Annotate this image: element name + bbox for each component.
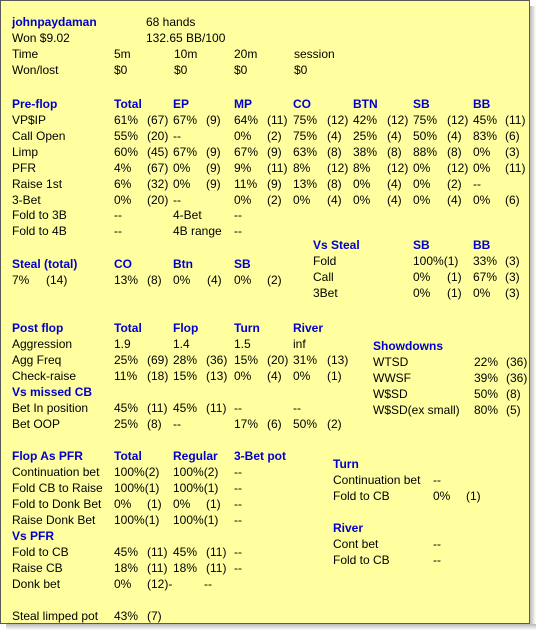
won-amount: Won $9.02 — [12, 31, 70, 45]
raise-1st-label: Raise 1st — [12, 177, 63, 191]
preflop-sb-header: SB — [413, 97, 430, 111]
call-open-co-count: (4) — [327, 129, 342, 143]
showdowns-title: Showdowns — [373, 339, 443, 353]
raise-1st-total-count: (32) — [147, 177, 169, 191]
wwsf-label: WWSF — [373, 371, 411, 385]
call-open-ep-value: -- — [173, 129, 181, 143]
fold-cb-to-raise-regular: 100%(1) — [173, 481, 219, 495]
bet-oop-label: Bet OOP — [12, 417, 61, 431]
vs-steal-sb-header: SB — [413, 238, 430, 252]
four-bet-value: -- — [234, 208, 242, 222]
3-bet-bb-value: 0% — [473, 193, 491, 207]
3-bet-bb-count: (6) — [505, 193, 520, 207]
time-col-20m: 20m — [234, 47, 258, 61]
fold-to-donk-bet-3bet-pot: -- — [234, 497, 242, 511]
vpip-label: VP$IP — [12, 113, 47, 127]
wtsd-count: (36) — [506, 355, 528, 369]
limp-total-count: (45) — [147, 145, 169, 159]
agg-freq-flop-n: (36) — [206, 353, 228, 367]
bet-in-position-flop-n: (11) — [206, 401, 227, 415]
agg-freq-label: Agg Freq — [12, 353, 62, 367]
call-open-btn-count: (4) — [387, 129, 402, 143]
agg-freq-total: 25% — [114, 353, 139, 367]
raise-1st-sb-count: (2) — [447, 177, 462, 191]
limp-mp-value: 67% — [234, 145, 259, 159]
vs-pfr-fold-to-cb-total: 45% — [114, 545, 139, 559]
vs-steal-3bet-sb-n: (1) — [447, 286, 462, 300]
vs-pfr-raise-cb-label: Raise CB — [12, 561, 63, 575]
pfr-mp-count: (11) — [267, 161, 288, 175]
vs-pfr-raise-cb-regular-n: (11) — [206, 561, 227, 575]
vs-pfr-title: Vs PFR — [12, 529, 55, 543]
aggression-turn: 1.5 — [234, 337, 251, 351]
pfr-label: PFR — [12, 161, 36, 175]
four-bet-label: 4-Bet — [173, 208, 202, 222]
vs-steal-call-bb-n: (3) — [505, 270, 520, 284]
bet-oop-total-n: (8) — [147, 417, 162, 431]
preflop-total-header: Total — [114, 97, 142, 111]
vs-steal-3bet-sb: 0% — [413, 286, 431, 300]
preflop-btn-header: BTN — [353, 97, 378, 111]
wsd-ex-small-label: W$SD(ex small) — [373, 403, 460, 417]
check-raise-river-n: (1) — [327, 369, 342, 383]
call-open-sb-value: 50% — [413, 129, 438, 143]
limp-bb-value: 0% — [473, 145, 491, 159]
check-raise-river: 0% — [293, 369, 311, 383]
agg-freq-flop: 28% — [173, 353, 198, 367]
vpip-ep-count: (9) — [206, 113, 221, 127]
vpip-mp-count: (11) — [267, 113, 288, 127]
raise-1st-total-value: 6% — [114, 177, 132, 191]
vs-steal-call-label: Call — [313, 270, 334, 284]
postflop-flop-header: Flop — [173, 321, 199, 335]
call-open-total-value: 55% — [114, 129, 139, 143]
wonlost-10m: $0 — [174, 63, 188, 77]
pfr-mp-value: 9% — [234, 161, 252, 175]
limp-btn-count: (8) — [387, 145, 402, 159]
preflop-mp-header: MP — [234, 97, 252, 111]
raise-donk-bet-3bet-pot: -- — [234, 513, 242, 527]
postflop-turn-header: Turn — [234, 321, 260, 335]
vs-steal-call-bb: 67% — [473, 270, 498, 284]
fold-to-donk-bet-label: Fold to Donk Bet — [12, 497, 102, 511]
pfr-co-value: 8% — [293, 161, 311, 175]
vpip-co-value: 75% — [293, 113, 318, 127]
pfr-total-count: (67) — [147, 161, 169, 175]
wsd-ex-small-count: (5) — [506, 403, 521, 417]
continuation-bet-total: 100%(2) — [114, 465, 160, 479]
bet-oop-flop: -- — [173, 417, 181, 431]
agg-freq-river-n: (13) — [327, 353, 349, 367]
bet-in-position-turn: -- — [234, 401, 242, 415]
continuation-bet-label: Continuation bet — [12, 465, 100, 479]
steal-co-count: (8) — [147, 273, 162, 287]
flop-as-pfr-title: Flop As PFR — [12, 449, 83, 463]
3-bet-total-count: (20) — [147, 193, 169, 207]
fold-cb-to-raise-total: 100%(1) — [114, 481, 160, 495]
limp-total-value: 60% — [114, 145, 139, 159]
river-fold-to-cb-value: -- — [433, 553, 441, 567]
vs-pfr-raise-cb-total-n: (11) — [147, 561, 168, 575]
vs-missed-cb-title: Vs missed CB — [12, 385, 93, 399]
limp-btn-value: 38% — [353, 145, 378, 159]
steal-sb-count: (2) — [267, 273, 282, 287]
vs-pfr-fold-to-cb-regular: 45% — [173, 545, 198, 559]
wonlost-session: $0 — [294, 63, 308, 77]
fold-to-3b-value: -- — [114, 208, 122, 222]
raise-1st-mp-count: (9) — [267, 177, 282, 191]
pfr-btn-count: (12) — [387, 161, 409, 175]
steal-sb-value: 0% — [234, 273, 252, 287]
bet-in-position-total-n: (11) — [147, 401, 168, 415]
steal-total-value: 7% — [12, 273, 30, 287]
limp-sb-count: (8) — [447, 145, 462, 159]
fold-to-donk-bet-total-n: (1) — [147, 497, 162, 511]
limp-ep-count: (9) — [206, 145, 221, 159]
wonlost-20m: $0 — [234, 63, 248, 77]
aggression-river: inf — [293, 337, 306, 351]
raise-1st-ep-count: (9) — [206, 177, 221, 191]
3-bet-mp-count: (2) — [267, 193, 282, 207]
preflop-bb-header: BB — [473, 97, 491, 111]
time-col-10m: 10m — [174, 47, 198, 61]
player-name: johnpaydaman — [12, 15, 97, 29]
popup-shadow-right — [530, 6, 536, 630]
3-bet-mp-value: 0% — [234, 193, 252, 207]
fold-to-4b-value: -- — [114, 224, 122, 238]
steal-total-title: Steal (total) — [12, 257, 78, 271]
wtsd-value: 22% — [474, 355, 499, 369]
vs-pfr-raise-cb-total: 18% — [114, 561, 139, 575]
turn-title: Turn — [333, 457, 359, 471]
3-bet-btn-value: 0% — [353, 193, 371, 207]
call-open-btn-value: 25% — [353, 129, 378, 143]
check-raise-turn: 0% — [234, 369, 252, 383]
3-bet-sb-value: 0% — [413, 193, 431, 207]
turn-cbet-value: -- — [433, 473, 441, 487]
bet-in-position-label: Bet In position — [12, 401, 89, 415]
check-raise-label: Check-raise — [12, 369, 77, 383]
vpip-mp-value: 64% — [234, 113, 259, 127]
bet-in-position-total: 45% — [114, 401, 139, 415]
check-raise-total: 11% — [114, 369, 138, 383]
steal-limped-pot-count: (7) — [147, 609, 162, 623]
agg-freq-total-n: (69) — [147, 353, 169, 367]
call-open-sb-count: (4) — [447, 129, 462, 143]
vpip-total-value: 61% — [114, 113, 139, 127]
flop-pfr-3bet-pot-header: 3-Bet pot — [234, 449, 286, 463]
vs-pfr-fold-to-cb-3bet-pot: -- — [234, 545, 242, 559]
raise-donk-bet-label: Raise Donk Bet — [12, 513, 96, 527]
3-bet-total-value: 0% — [114, 193, 132, 207]
bet-oop-river: 50% — [293, 417, 318, 431]
agg-freq-turn-n: (20) — [267, 353, 289, 367]
check-raise-total-n: (18) — [147, 369, 169, 383]
fold-to-4b-label: Fold to 4B — [12, 224, 67, 238]
vpip-sb-count: (12) — [447, 113, 469, 127]
time-col-session: session — [294, 47, 335, 61]
agg-freq-turn: 15% — [234, 353, 259, 367]
postflop-total-header: Total — [114, 321, 142, 335]
vs-steal-call-sb-n: (1) — [447, 270, 462, 284]
vpip-btn-value: 42% — [353, 113, 378, 127]
preflop-title: Pre-flop — [12, 97, 58, 111]
fold-to-donk-bet-regular-n: (1) — [206, 497, 221, 511]
turn-fold-to-cb-label: Fold to CB — [333, 489, 390, 503]
bet-in-position-flop: 45% — [173, 401, 198, 415]
preflop-co-header: CO — [293, 97, 311, 111]
wwsf-value: 39% — [474, 371, 499, 385]
agg-freq-river: 31% — [293, 353, 318, 367]
limp-mp-count: (9) — [267, 145, 282, 159]
3-bet-ep-value: -- — [173, 193, 181, 207]
vpip-sb-value: 75% — [413, 113, 438, 127]
wsd-ex-small-value: 80% — [474, 403, 499, 417]
call-open-bb-value: 83% — [473, 129, 498, 143]
3-bet-co-value: 0% — [293, 193, 311, 207]
wsd-value: 50% — [474, 387, 499, 401]
raise-1st-co-count: (8) — [327, 177, 342, 191]
raise-1st-co-value: 13% — [293, 177, 318, 191]
pfr-bb-count: (11) — [505, 161, 526, 175]
call-open-mp-value: 0% — [234, 129, 252, 143]
river-title: River — [333, 521, 364, 535]
river-cbet-value: -- — [433, 537, 441, 551]
vs-pfr-raise-cb-3bet-pot: -- — [234, 561, 242, 575]
bet-oop-turn: 17% — [234, 417, 259, 431]
river-cbet-label: Cont bet — [333, 537, 379, 551]
four-bet-range-value: -- — [234, 224, 242, 238]
vs-steal-3bet-bb: 0% — [473, 286, 491, 300]
vs-pfr-donk-bet-total-n: (12)- — [147, 577, 173, 591]
time-label: Time — [12, 47, 39, 61]
raise-1st-bb-value: -- — [473, 177, 481, 191]
steal-total-count: (14) — [46, 273, 68, 287]
limp-ep-value: 67% — [173, 145, 198, 159]
steal-btn-value: 0% — [173, 273, 191, 287]
flop-pfr-regular-header: Regular — [173, 449, 218, 463]
continuation-bet-3bet-pot: -- — [234, 465, 242, 479]
vs-steal-call-sb: 0% — [413, 270, 431, 284]
preflop-ep-header: EP — [173, 97, 190, 111]
steal-limped-pot-label: Steal limped pot — [12, 609, 99, 623]
turn-cbet-label: Continuation bet — [333, 473, 421, 487]
steal-co-header: CO — [114, 257, 132, 271]
vs-pfr-donk-bet-total: 0% — [114, 577, 132, 591]
vs-steal-fold-sb: 100%(1) — [413, 254, 459, 268]
aggression-label: Aggression — [12, 337, 73, 351]
call-open-bb-count: (6) — [505, 129, 520, 143]
check-raise-flop: 15% — [173, 369, 198, 383]
limp-co-value: 63% — [293, 145, 318, 159]
call-open-co-value: 75% — [293, 129, 318, 143]
vpip-bb-count: (11) — [505, 113, 526, 127]
bet-oop-total: 25% — [114, 417, 139, 431]
raise-1st-btn-count: (4) — [387, 177, 402, 191]
vs-steal-fold-bb-n: (3) — [505, 254, 520, 268]
steal-co-value: 13% — [114, 273, 139, 287]
vpip-bb-value: 45% — [473, 113, 498, 127]
pfr-sb-value: 0% — [413, 161, 431, 175]
flop-pfr-total-header: Total — [114, 449, 142, 463]
raise-donk-bet-total: 100%(1) — [114, 513, 160, 527]
vs-steal-title: Vs Steal — [313, 238, 360, 252]
aggression-flop: 1.4 — [173, 337, 190, 351]
pfr-sb-count: (12) — [447, 161, 469, 175]
aggression-total: 1.9 — [114, 337, 131, 351]
limp-label: Limp — [12, 145, 39, 159]
pfr-bb-value: 0% — [473, 161, 491, 175]
vs-pfr-raise-cb-regular: 18% — [173, 561, 198, 575]
raise-1st-sb-value: 0% — [413, 177, 431, 191]
vs-steal-3bet-label: 3Bet — [313, 286, 338, 300]
limp-sb-value: 88% — [413, 145, 438, 159]
vs-pfr-fold-to-cb-label: Fold to CB — [12, 545, 69, 559]
steal-sb-header: SB — [234, 257, 251, 271]
vs-pfr-fold-to-cb-total-n: (11) — [147, 545, 168, 559]
steal-limped-pot-value: 43% — [114, 609, 139, 623]
wonlost-5m: $0 — [114, 63, 128, 77]
vs-pfr-fold-to-cb-regular-n: (11) — [206, 545, 227, 559]
steal-btn-count: (4) — [207, 273, 222, 287]
fold-to-donk-bet-regular: 0% — [173, 497, 191, 511]
pfr-ep-value: 0% — [173, 161, 191, 175]
bet-in-position-river: -- — [293, 401, 301, 415]
3-bet-co-count: (4) — [327, 193, 342, 207]
raise-1st-btn-value: 0% — [353, 177, 371, 191]
time-col-5m: 5m — [114, 47, 131, 61]
limp-co-count: (8) — [327, 145, 342, 159]
bet-oop-turn-n: (6) — [267, 417, 282, 431]
postflop-river-header: River — [293, 321, 324, 335]
fold-cb-to-raise-label: Fold CB to Raise — [12, 481, 103, 495]
raise-1st-ep-value: 0% — [173, 177, 191, 191]
call-open-label: Call Open — [12, 129, 66, 143]
vpip-ep-value: 67% — [173, 113, 198, 127]
wsd-label: W$SD — [373, 387, 408, 401]
limp-bb-count: (3) — [505, 145, 520, 159]
check-raise-turn-n: (4) — [267, 369, 282, 383]
steal-btn-header: Btn — [173, 257, 193, 271]
bb-per-100: 132.65 BB/100 — [146, 31, 226, 45]
vpip-total-count: (67) — [147, 113, 169, 127]
3-bet-sb-count: (4) — [447, 193, 462, 207]
pfr-ep-count: (9) — [206, 161, 221, 175]
pfr-co-count: (12) — [327, 161, 349, 175]
pfr-total-value: 4% — [114, 161, 132, 175]
turn-fold-to-cb-count: (1) — [466, 489, 481, 503]
vs-steal-fold-bb: 33% — [473, 254, 498, 268]
wsd-count: (8) — [506, 387, 521, 401]
fold-cb-to-raise-3bet-pot: -- — [234, 481, 242, 495]
call-open-total-count: (20) — [147, 129, 169, 143]
fold-to-donk-bet-total: 0% — [114, 497, 132, 511]
four-bet-range-label: 4B range — [173, 224, 222, 238]
vs-pfr-donk-bet-regular: -- — [204, 577, 212, 591]
popup-shadow-bottom — [6, 624, 536, 630]
bet-oop-river-n: (2) — [327, 417, 342, 431]
turn-fold-to-cb-value: 0% — [433, 489, 451, 503]
check-raise-flop-n: (13) — [206, 369, 228, 383]
vs-steal-fold-label: Fold — [313, 254, 337, 268]
call-open-mp-count: (2) — [267, 129, 282, 143]
hands-count: 68 hands — [146, 15, 196, 29]
pfr-btn-value: 8% — [353, 161, 371, 175]
vs-steal-bb-header: BB — [473, 238, 491, 252]
fold-to-3b-label: Fold to 3B — [12, 208, 67, 222]
vpip-co-count: (12) — [327, 113, 349, 127]
vpip-btn-count: (12) — [387, 113, 409, 127]
vs-steal-3bet-bb-n: (3) — [505, 286, 520, 300]
postflop-title: Post flop — [12, 321, 64, 335]
raise-1st-mp-value: 11% — [234, 177, 258, 191]
wtsd-label: WTSD — [373, 355, 409, 369]
3-bet-btn-count: (4) — [387, 193, 402, 207]
wwsf-count: (36) — [506, 371, 528, 385]
vs-pfr-donk-bet-label: Donk bet — [12, 577, 61, 591]
3-bet-label: 3-Bet — [12, 193, 41, 207]
river-fold-to-cb-label: Fold to CB — [333, 553, 390, 567]
continuation-bet-regular: 100%(2) — [173, 465, 219, 479]
raise-donk-bet-regular: 100%(1) — [173, 513, 219, 527]
wonlost-label: Won/lost — [12, 63, 59, 77]
